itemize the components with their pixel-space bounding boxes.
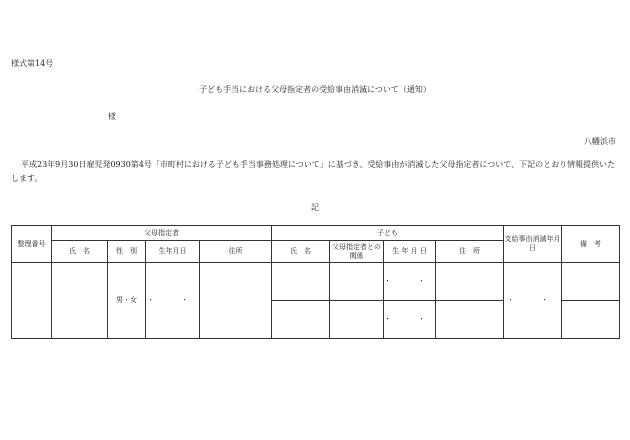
kodomo-name-header: 氏 名 xyxy=(272,241,330,263)
kodomo-group-header: 子ども xyxy=(272,226,504,241)
kodomo-address-cell[interactable] xyxy=(436,301,504,339)
kodomo-relation-header: 父母指定者との関係 xyxy=(330,241,384,263)
kodomo-birth-cell[interactable]: ・ ・ xyxy=(384,301,436,339)
fubo-sex-cell[interactable]: 男・女 xyxy=(108,263,146,339)
ki-heading: 記 xyxy=(311,203,319,212)
shikyu-date-cell[interactable]: ・ ・ xyxy=(504,263,562,339)
fubo-birth-header: 生年月日 xyxy=(146,241,200,263)
biko-header: 備 考 xyxy=(562,226,620,263)
issuer-city: 八幡浜市 xyxy=(584,137,616,146)
form-number: 様式第14号 xyxy=(11,59,54,68)
fubo-name-header: 氏 名 xyxy=(52,241,108,263)
kodomo-birth-cell[interactable]: ・ ・ xyxy=(384,263,436,301)
kodomo-name-cell[interactable] xyxy=(272,301,330,339)
fubo-group-header: 父母指定者 xyxy=(52,226,272,241)
kodomo-address-header: 住 所 xyxy=(436,241,504,263)
kodomo-name-cell[interactable] xyxy=(272,263,330,301)
kodomo-address-cell[interactable] xyxy=(436,263,504,301)
kodomo-birth-header: 生 年 月 日 xyxy=(384,241,436,263)
fubo-birth-cell[interactable]: ・ ・ xyxy=(146,263,200,339)
body-paragraph: 平成23年9月30日雇児発0930第4号「市町村における子ども手当事務処理について」に基づき、受給事由が消滅した父母指定者について、下記のとおり情報提供いたします。 xyxy=(11,160,616,183)
addressee-suffix: 様 xyxy=(108,112,116,121)
fubo-address-header: 住所 xyxy=(200,241,272,263)
info-table xyxy=(11,225,620,339)
fubo-sex-header: 性 別 xyxy=(108,241,146,263)
seiri-bango-header: 整理番号 xyxy=(12,226,52,263)
biko-cell[interactable] xyxy=(562,263,620,301)
kodomo-relation-cell[interactable] xyxy=(330,301,384,339)
fubo-name-cell[interactable] xyxy=(52,263,108,339)
biko-cell[interactable] xyxy=(562,301,620,339)
shikyu-date-header: 支給事由消滅年月日 xyxy=(504,226,562,263)
document-title: 子ども手当における父母指定者の受給事由消滅について（通知） xyxy=(199,85,431,94)
seiri-bango-cell[interactable] xyxy=(12,263,52,339)
kodomo-relation-cell[interactable] xyxy=(330,263,384,301)
fubo-address-cell[interactable] xyxy=(200,263,272,339)
